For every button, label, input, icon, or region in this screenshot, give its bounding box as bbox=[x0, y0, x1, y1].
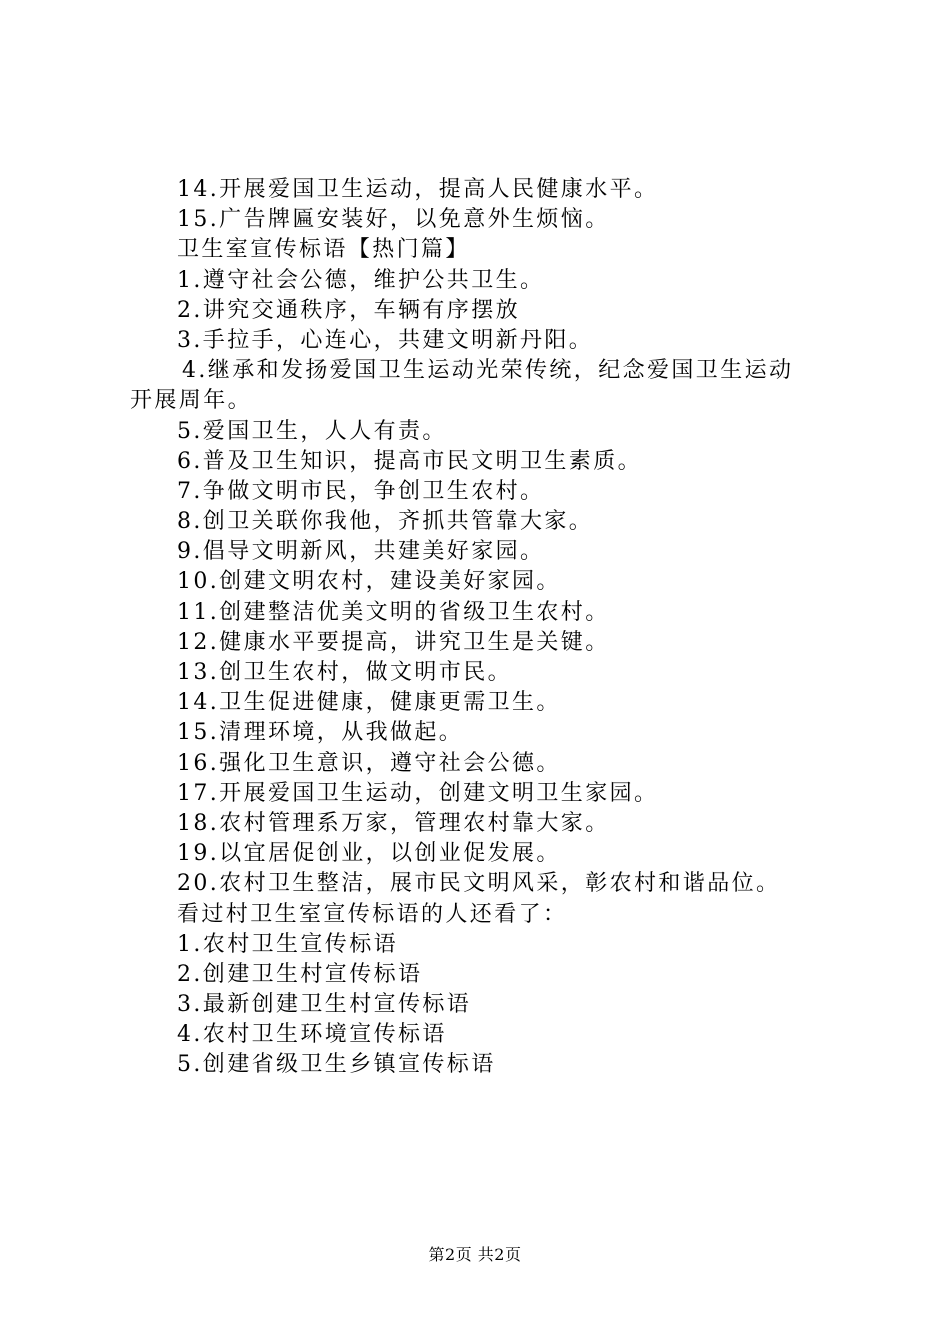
text-line: 17.开展爱国卫生运动，创建文明卫生家园。 bbox=[177, 780, 659, 806]
text-line: 20.农村卫生整洁，展市民文明风采，彰农村和谐品位。 bbox=[177, 871, 781, 897]
text-line: 1.遵守社会公德，维护公共卫生。 bbox=[177, 267, 545, 293]
text-line: 6.普及卫生知识，提高市民文明卫生素质。 bbox=[177, 448, 642, 474]
text-line: 11.创建整洁优美文明的省级卫生农村。 bbox=[177, 599, 610, 625]
text-line: 9.倡导文明新风，共建美好家园。 bbox=[177, 539, 545, 565]
section-heading: 卫生室宣传标语【热门篇】 bbox=[177, 237, 470, 263]
related-heading: 看过村卫生室宣传标语的人还看了： bbox=[177, 901, 568, 927]
related-link: 1.农村卫生宣传标语 bbox=[177, 931, 398, 957]
text-line: 8.创卫关联你我他，齐抓共管靠大家。 bbox=[177, 509, 594, 535]
text-line: 10.创建文明农村，建设美好家园。 bbox=[177, 569, 561, 595]
text-line: 12.健康水平要提高，讲究卫生是关键。 bbox=[177, 629, 610, 655]
text-line: 7.争做文明市民，争创卫生农村。 bbox=[177, 478, 545, 504]
text-line: 14.卫生促进健康，健康更需卫生。 bbox=[177, 690, 561, 716]
text-line: 16.强化卫生意识，遵守社会公德。 bbox=[177, 750, 561, 776]
page-number-footer: 第2页 共2页 bbox=[428, 1245, 522, 1264]
text-line: 4.继承和发扬爱国卫生运动光荣传统，纪念爱国卫生运动 bbox=[182, 358, 794, 384]
related-link: 4.农村卫生环境宣传标语 bbox=[177, 1022, 447, 1048]
text-line: 2.讲究交通秩序，车辆有序摆放 bbox=[177, 297, 520, 323]
text-line: 18.农村管理系万家，管理农村靠大家。 bbox=[177, 810, 610, 836]
text-line: 14.开展爱国卫生运动，提高人民健康水平。 bbox=[177, 177, 659, 202]
document-body bbox=[130, 175, 830, 1081]
related-link: 5.创建省级卫生乡镇宣传标语 bbox=[177, 1052, 496, 1078]
text-line-continuation: 开展周年。 bbox=[130, 388, 253, 414]
text-line: 19.以宜居促创业，以创业促发展。 bbox=[177, 841, 561, 867]
text-line: 15.广告牌匾安装好，以免意外生烦恼。 bbox=[177, 207, 610, 233]
text-line: 13.创卫生农村，做文明市民。 bbox=[177, 660, 512, 685]
text-line: 15.清理环境，从我做起。 bbox=[177, 720, 464, 746]
text-line: 5.爱国卫生，人人有责。 bbox=[177, 418, 447, 444]
related-link: 3.最新创建卫生村宣传标语 bbox=[177, 992, 472, 1018]
related-link: 2.创建卫生村宣传标语 bbox=[177, 961, 423, 987]
text-line: 3.手拉手，心连心，共建文明新丹阳。 bbox=[177, 327, 594, 353]
